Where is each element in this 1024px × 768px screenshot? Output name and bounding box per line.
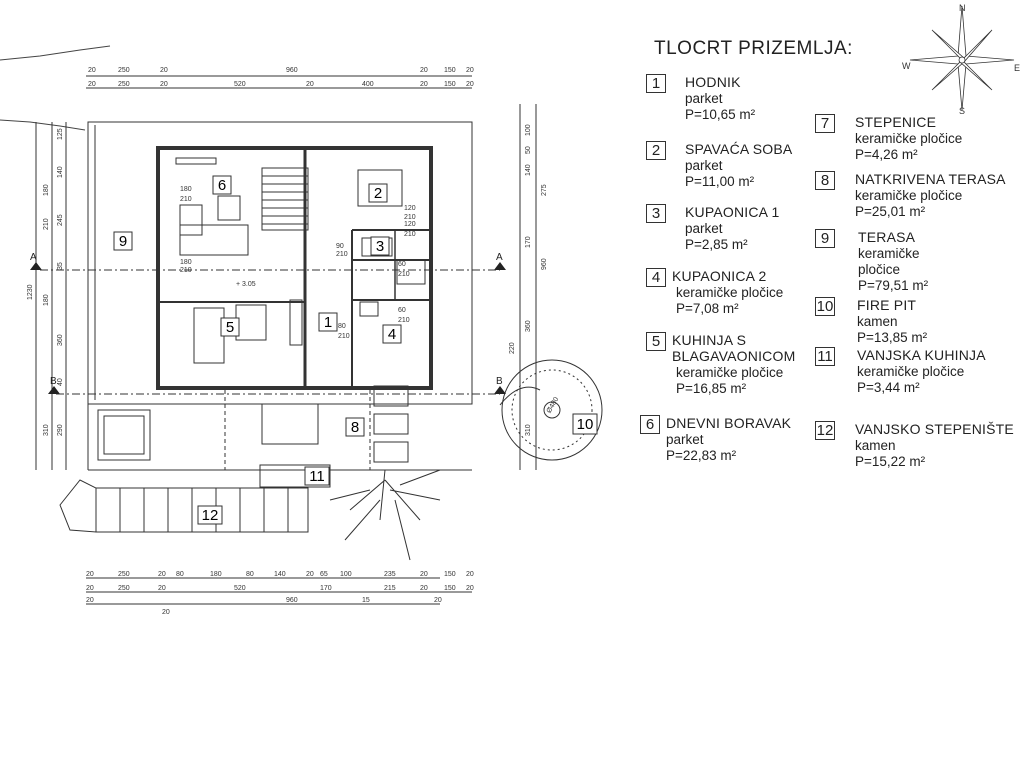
plan-room-5: 5 [225,319,235,336]
legend-material: parket [685,91,723,106]
dim-right-3: 140 [525,164,532,176]
dim-bot2-9: 20 [466,585,474,592]
legend-material: keramičke pločice [676,285,784,300]
dim-right-2: 50 [525,146,532,154]
dim-bot-12: 20 [420,571,428,578]
dim-top-1: 20 [88,67,96,74]
dim-top-4: 960 [286,67,298,74]
dim-bot-8: 20 [306,571,314,578]
legend-name-line2: BLAGAVAONICOM [672,348,796,364]
legend-area: P=25,01 m² [855,204,926,219]
legend-material: keramičke pločice [855,188,963,203]
legend-area: P=15,22 m² [855,454,926,469]
dim-right-total: 960 [541,258,548,270]
plan-room-3: 3 [375,238,385,255]
dim-left-c1-1: 180 [43,184,50,196]
dim-left-total: 1230 [27,284,34,300]
legend-num: 10 [816,298,834,315]
plan-room-4: 4 [387,326,397,343]
legend-material: keramičke pločice [855,131,963,146]
legend-material: keramičke [858,246,920,261]
dim-bot2-6: 215 [384,585,396,592]
dim-bot2-2: 250 [118,585,130,592]
section-mark-b-right: B [496,376,503,387]
section-mark-a-right: A [496,252,503,263]
door-dim-6-h: 210 [398,271,410,278]
legend-num: 9 [815,229,835,248]
plan-room-10: 10 [576,416,594,433]
level-mark: + 3.05 [236,281,256,288]
legend-area: P=2,85 m² [685,237,748,252]
dim-left-c2-5: 360 [57,334,64,346]
dim-top2-9: 20 [466,81,474,88]
door-dim-5-h: 210 [336,251,348,258]
plan-room-12: 12 [201,507,219,524]
dim-left-c2-4: 35 [57,262,64,270]
door-dim-1-h: 210 [180,196,192,203]
door-dim-4-w: 120 [404,205,416,212]
dim-top2-8: 150 [444,81,456,88]
legend-num: 8 [815,171,835,190]
dim-right-7: 360 [525,320,532,332]
compass-rose-icon [902,0,1022,116]
door-dim-8-w: 120 [404,221,416,228]
legend-name: DNEVNI BORAVAK [666,415,792,431]
dim-right-1: 100 [525,124,532,136]
dim-bot3-1: 20 [86,597,94,604]
dim-left-c2-6: 40 [57,378,64,386]
dim-bot-9: 65 [320,571,328,578]
dim-bot-11: 235 [384,571,396,578]
dim-bot-sub-2: 15 [362,597,370,604]
legend-area: P=10,65 m² [685,107,756,122]
door-dim-3-w: 80 [338,323,346,330]
dim-left-c2-2: 140 [57,166,64,178]
dim-left-c2-3: 245 [57,214,64,226]
dim-bot2-5: 170 [320,585,332,592]
dim-left-c2-7: 290 [57,424,64,436]
legend-name: SPAVAĆA SOBA [685,141,793,157]
legend-name: TERASA [858,229,916,245]
door-dim-2-h: 210 [180,267,192,274]
dim-left-c1-3: 180 [43,294,50,306]
dim-bot2-7: 20 [420,585,428,592]
plan-room-6: 6 [217,177,227,194]
legend-area: P=3,44 m² [857,380,920,395]
compass-s: S [959,106,966,116]
legend-num: 5 [646,332,666,351]
dim-right-6: 220 [509,342,516,354]
dim-bot-2: 250 [118,571,130,578]
legend-name: STEPENICE [855,114,937,130]
dim-bot2-8: 150 [444,585,456,592]
dim-top-7: 20 [466,67,474,74]
door-dim-1-w: 180 [180,186,192,193]
dim-top-5: 20 [420,67,428,74]
legend-name: VANJSKA KUHINJA [857,347,986,363]
door-dim-4-h: 210 [404,214,416,221]
section-mark-b-left: B [50,376,57,387]
dim-top2-5: 20 [306,81,314,88]
legend-material-line2: pločice [858,262,901,277]
plan-room-2: 2 [373,185,383,202]
legend-area: P=16,85 m² [676,381,747,396]
legend-area: P=22,83 m² [666,448,737,463]
legend-title: TLOCRT PRIZEMLJA: [654,38,853,59]
legend-material: parket [685,221,723,236]
legend-num: 2 [646,141,666,160]
door-dim-3-h: 210 [338,333,350,340]
dim-bot2-3: 20 [158,585,166,592]
dim-bot2-4: 520 [234,585,246,592]
dim-bot-7: 140 [274,571,286,578]
dim-right-4: 275 [541,184,548,196]
door-dim-2-w: 180 [180,259,192,266]
firepit-dim: Ø480 [545,396,561,415]
legend-area: P=11,00 m² [685,174,755,189]
door-dim-7-w: 60 [398,307,406,314]
legend-material: parket [685,158,723,173]
legend-material: keramičke pločice [676,365,784,380]
dim-bot-4: 80 [176,571,184,578]
door-dim-7-h: 210 [398,317,410,324]
compass-n: N [959,3,966,13]
plan-room-11: 11 [309,468,325,485]
section-mark-a-left: A [30,252,37,263]
dim-left-c2-1: 125 [57,128,64,140]
legend-num: 1 [646,74,666,93]
dim-top2-2: 250 [118,81,130,88]
legend-material: keramičke pločice [857,364,965,379]
dim-right-5: 170 [525,236,532,248]
legend-name: VANJSKO STEPENIŠTE [855,421,1014,437]
dim-top-6: 150 [444,67,456,74]
legend-name: FIRE PIT [857,297,917,313]
dim-bot-6: 80 [246,571,254,578]
plan-room-9: 9 [118,233,128,250]
dim-top2-3: 20 [160,81,168,88]
plan-room-8: 8 [350,419,360,436]
dim-top2-4: 520 [234,81,246,88]
legend-area: P=79,51 m² [858,278,929,293]
dim-bot-13: 150 [444,571,456,578]
plan-room-1: 1 [323,314,333,331]
dim-bot3-2: 960 [286,597,298,604]
legend-num: 11 [815,347,835,366]
legend-name: KUPAONICA 2 [672,268,767,284]
door-dim-5-w: 90 [336,243,344,250]
door-dim-8-h: 210 [404,231,416,238]
dim-left-c1-4: 310 [43,424,50,436]
legend-name: KUHINJA S [672,332,747,348]
dim-top2-6: 400 [362,81,374,88]
dim-top-3: 20 [160,67,168,74]
legend-num: 4 [646,268,666,287]
dim-left-c1-2: 210 [43,218,50,230]
legend-material: parket [666,432,704,447]
compass-w: W [902,61,911,71]
legend-num: 7 [815,114,835,133]
door-dim-6-w: 60 [398,261,406,268]
compass-e: E [1014,63,1021,73]
legend-area: P=4,26 m² [855,147,918,162]
legend-area: P=7,08 m² [676,301,739,316]
legend-num: 3 [646,204,666,223]
legend-name: NATKRIVENA TERASA [855,171,1006,187]
room-legend [640,0,1024,768]
dim-top2-1: 20 [88,81,96,88]
dim-top-2: 250 [118,67,130,74]
legend-name: KUPAONICA 1 [685,204,780,220]
legend-num: 12 [816,422,834,439]
dim-bot-sub-1: 20 [162,609,170,616]
dim-right-8: 310 [525,424,532,436]
legend-material: kamen [857,314,898,329]
legend-material: kamen [855,438,896,453]
dim-top2-7: 20 [420,81,428,88]
dim-bot3-3: 20 [434,597,442,604]
legend-area: P=13,85 m² [857,330,928,345]
dim-bot-14: 20 [466,571,474,578]
dim-bot-3: 20 [158,571,166,578]
dim-bot-1: 20 [86,571,94,578]
legend-num: 6 [640,415,660,434]
legend-name: HODNIK [685,74,741,90]
dim-bot2-1: 20 [86,585,94,592]
dim-bot-10: 100 [340,571,352,578]
dim-bot-5: 180 [210,571,222,578]
